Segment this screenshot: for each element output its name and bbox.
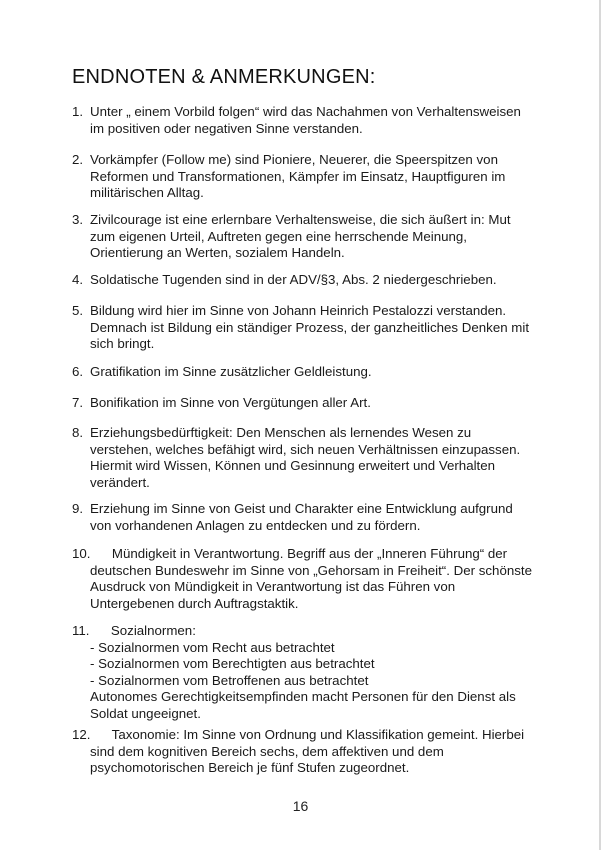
endnote-line: Vorkämpfer (Follow me) sind Pioniere, Neuerer, die Speerspitzen von — [90, 152, 498, 167]
endnote-list-item: - Sozialnormen vom Berechtigten aus betrachtet — [90, 656, 375, 672]
endnote-line: verstehen, welches befähigt wird, sich neuen Verhältnissen einzupassen. — [90, 441, 521, 457]
endnote-2 — [72, 152, 532, 202]
endnote-line: von vorhandenen Anlagen zu entdecken und zu fördern. — [90, 517, 421, 533]
endnote-line: zum eigenen Urteil, Auftreten gegen eine herrschende Meinung, — [90, 228, 467, 244]
endnote-number: 5. — [72, 303, 84, 318]
endnote-text: Sozialnormen: — [110, 623, 196, 638]
endnote-line — [72, 546, 532, 563]
endnote-line: im positiven oder negativen Sinne verstanden. — [90, 120, 363, 136]
endnote-line: Bonifikation im Sinne von Vergütungen aller Art. — [90, 395, 371, 410]
endnote-line: verändert. — [90, 474, 150, 490]
endnote-7 — [72, 395, 532, 412]
page-title: ENDNOTEN & ANMERKUNGEN: — [72, 66, 376, 88]
endnote-line: Soldatische Tugenden sind in der ADV/§3, Abs. 2 niedergeschrieben. — [90, 272, 497, 287]
endnote-list-item: - Sozialnormen vom Betroffenen aus betrachtet — [90, 672, 369, 688]
endnote-6 — [72, 364, 532, 381]
endnote-number: 11. — [72, 623, 90, 638]
endnote-text: Taxonomie: Im Sinne von Ordnung und Klassifikation gemeint. Hierbei — [111, 727, 525, 742]
endnote-line: Gratifikation im Sinne zusätzlicher Geldleistung. — [90, 364, 372, 379]
endnote-line: Bildung wird hier im Sinne von Johann Heinrich Pestalozzi verstanden. — [90, 303, 507, 318]
endnote-number: 9. — [72, 501, 84, 516]
endnote-line: Orientierung an Werten, sozialem Handeln. — [90, 245, 345, 261]
endnote-5 — [72, 303, 532, 353]
endnote-line: Erziehung im Sinne von Geist und Charakter eine Entwicklung aufgrund — [90, 501, 513, 516]
endnote-8 — [72, 425, 532, 491]
endnote-10 — [72, 546, 532, 612]
endnote-line: Ausdruck von Mündigkeit in Verantwortung ist das Führen von — [90, 579, 456, 595]
endnote-line: Untergebenen durch Auftragstaktik. — [90, 595, 299, 611]
page-number: 16 — [292, 798, 309, 814]
endnote-number: 8. — [72, 425, 84, 440]
endnote-line: Erziehungsbedürftigkeit: Den Menschen als lernendes Wesen zu — [90, 425, 472, 440]
endnote-number: 10. — [72, 546, 91, 561]
endnote-number: 6. — [72, 364, 84, 379]
endnote-3 — [72, 212, 532, 262]
endnote-line — [72, 623, 532, 640]
endnote-line: psychomotorischen Bereich je fünf Stufen zugeordnet. — [90, 760, 410, 776]
endnote-line: Reformen und Transformationen, Kämpfer im Einsatz, Hauptfiguren im — [90, 168, 506, 184]
endnote-line: sind dem kognitiven Bereich sechs, dem affektiven und dem — [90, 743, 444, 759]
endnote-number: 4. — [72, 272, 84, 287]
endnote-line: Zivilcourage ist eine erlernbare Verhaltensweise, die sich äußert in: Mut — [90, 212, 511, 227]
endnote-line: Unter „ einem Vorbild folgen“ wird das Nachahmen von Verhaltensweisen — [90, 104, 521, 119]
endnote-number: 12. — [72, 727, 91, 742]
endnote-line: militärischen Alltag. — [90, 185, 204, 201]
endnote-number: 3. — [72, 212, 84, 227]
endnote-line: sich bringt. — [90, 336, 155, 352]
endnote-line: deutschen Bundeswehr im Sinne von „Gehorsam in Freiheit“. Der schönste — [90, 562, 532, 578]
endnote-1 — [72, 104, 532, 137]
endnote-number: 1. — [72, 104, 84, 119]
endnote-4 — [72, 272, 532, 289]
endnote-line — [72, 727, 532, 744]
endnote-12 — [72, 727, 532, 777]
endnote-text: Mündigkeit in Verantwortung. Begriff aus der „Inneren Führung“ der — [111, 546, 508, 561]
endnote-line: Soldat ungeeignet. — [90, 705, 201, 721]
endnote-number: 2. — [72, 152, 84, 167]
endnote-line: Autonomes Gerechtigkeitsempfinden macht Personen für den Dienst als — [90, 689, 516, 705]
endnote-number: 7. — [72, 395, 84, 410]
endnote-9 — [72, 501, 532, 534]
endnote-11 — [72, 623, 532, 723]
endnote-list-item: - Sozialnormen vom Recht aus betrachtet — [90, 639, 335, 655]
endnote-line: Demnach ist Bildung ein ständiger Prozess, der ganzheitliches Denken mit — [90, 319, 530, 335]
endnote-line: Hiermit wird Wissen, Können und Gesinnung erweitert und Verhalten — [90, 458, 496, 474]
